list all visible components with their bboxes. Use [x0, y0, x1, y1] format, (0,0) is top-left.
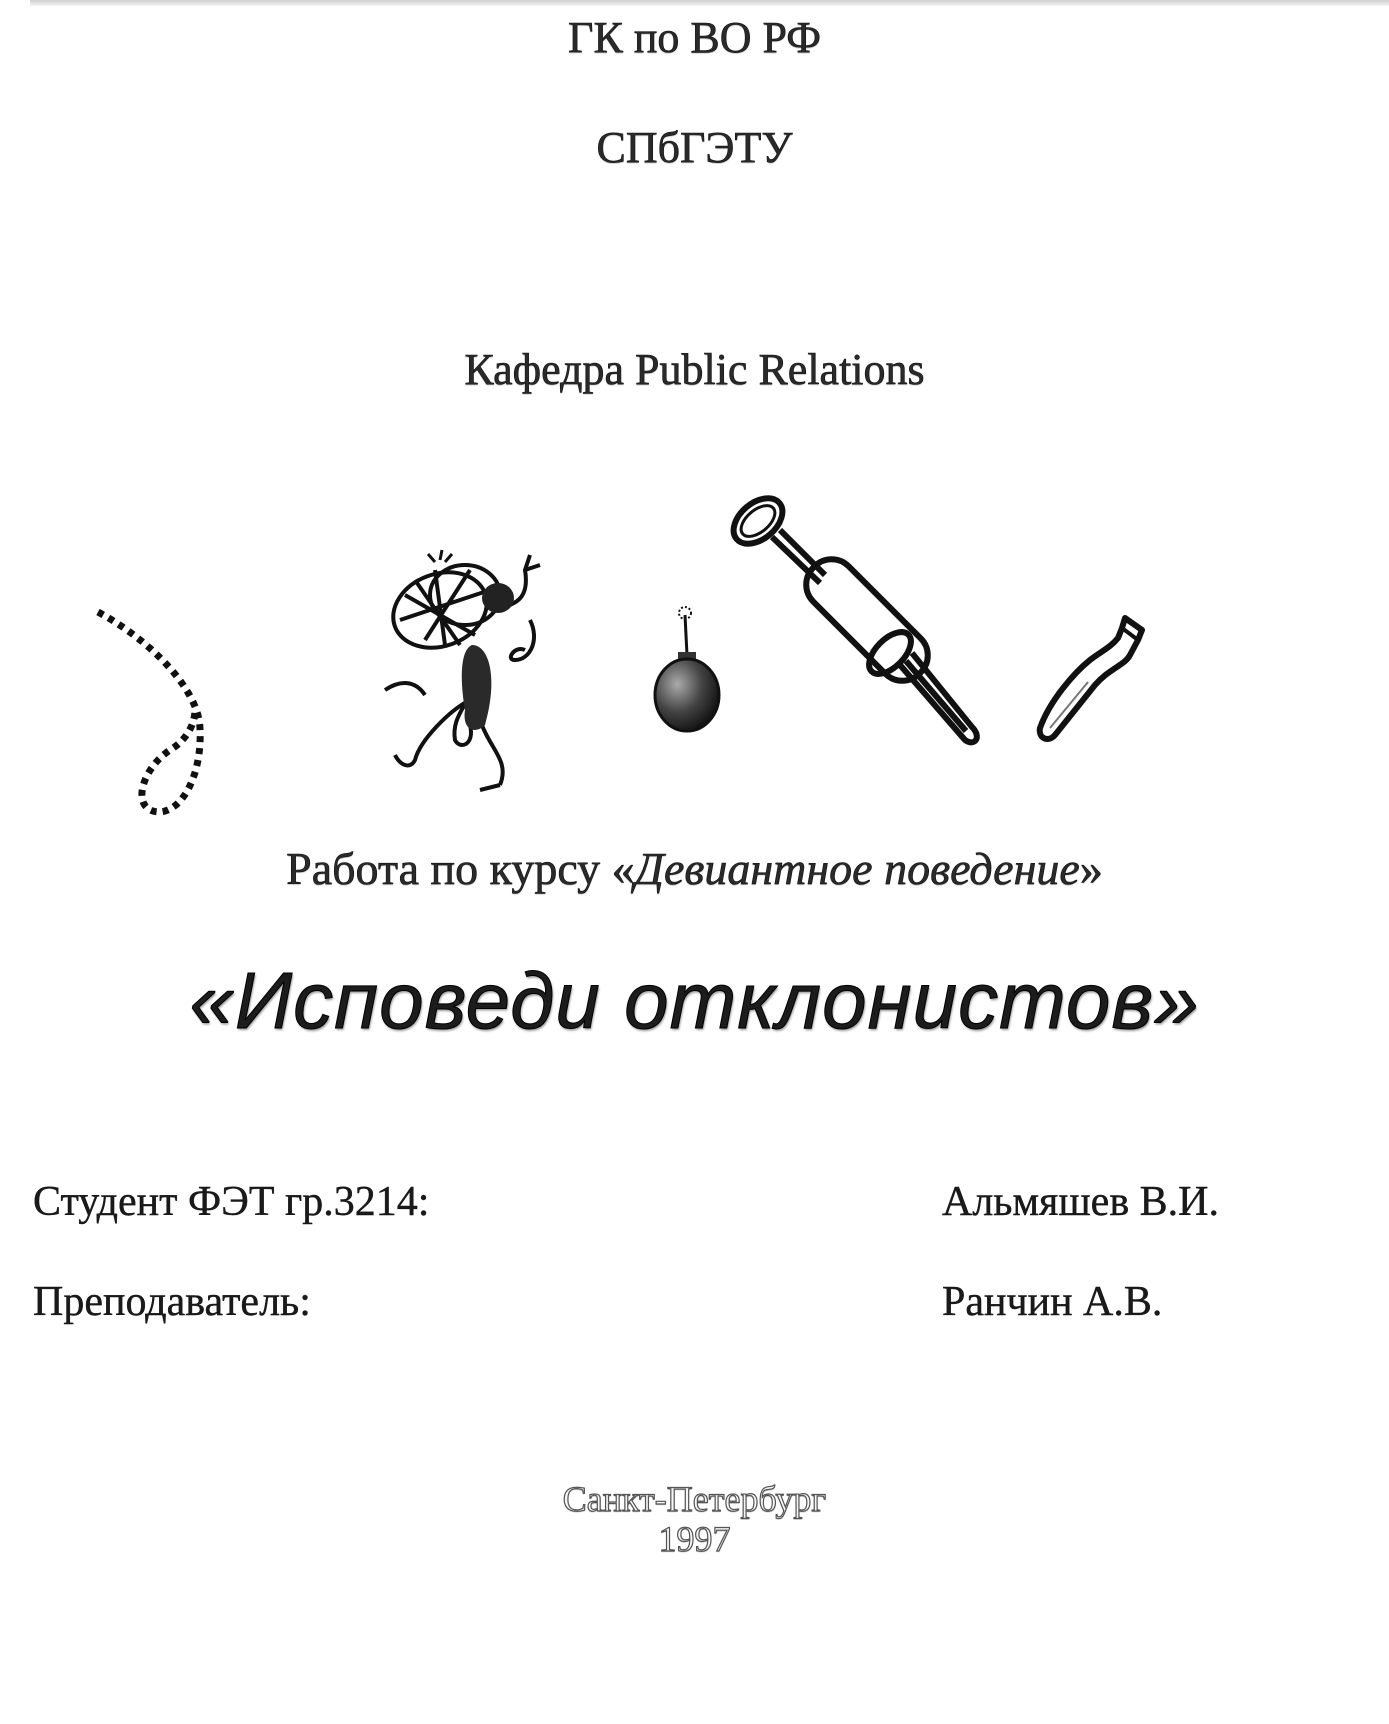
ministry-heading: ГК по ВО РФ [568, 13, 821, 62]
course-name: Девиантное поведение [634, 843, 1080, 894]
course-suffix: » [1079, 843, 1103, 894]
footer-city: Санкт-Петербург [562, 1479, 827, 1519]
footer-year: 1997 [658, 1519, 731, 1559]
student-label: Студент ФЭТ гр.3214: [33, 1179, 430, 1225]
course-line [0, 842, 1389, 895]
fly-creature-icon [380, 550, 590, 810]
main-title: «Исповеди отклонистов» [189, 956, 1200, 1045]
bottle-icon [1030, 610, 1170, 750]
syringe-icon [720, 485, 990, 755]
university-heading: СПбГЭТУ [596, 123, 793, 172]
top-border [30, 0, 1389, 6]
student-name: Альмяшев В.И. [942, 1179, 1219, 1225]
teacher-name: Ранчин А.В. [942, 1279, 1163, 1325]
department-heading: Кафедра Public Relations [464, 345, 925, 394]
teacher-label: Преподаватель: [33, 1279, 311, 1325]
dotted-loop-icon [90, 600, 240, 820]
course-prefix: Работа по курсу « [286, 843, 635, 894]
